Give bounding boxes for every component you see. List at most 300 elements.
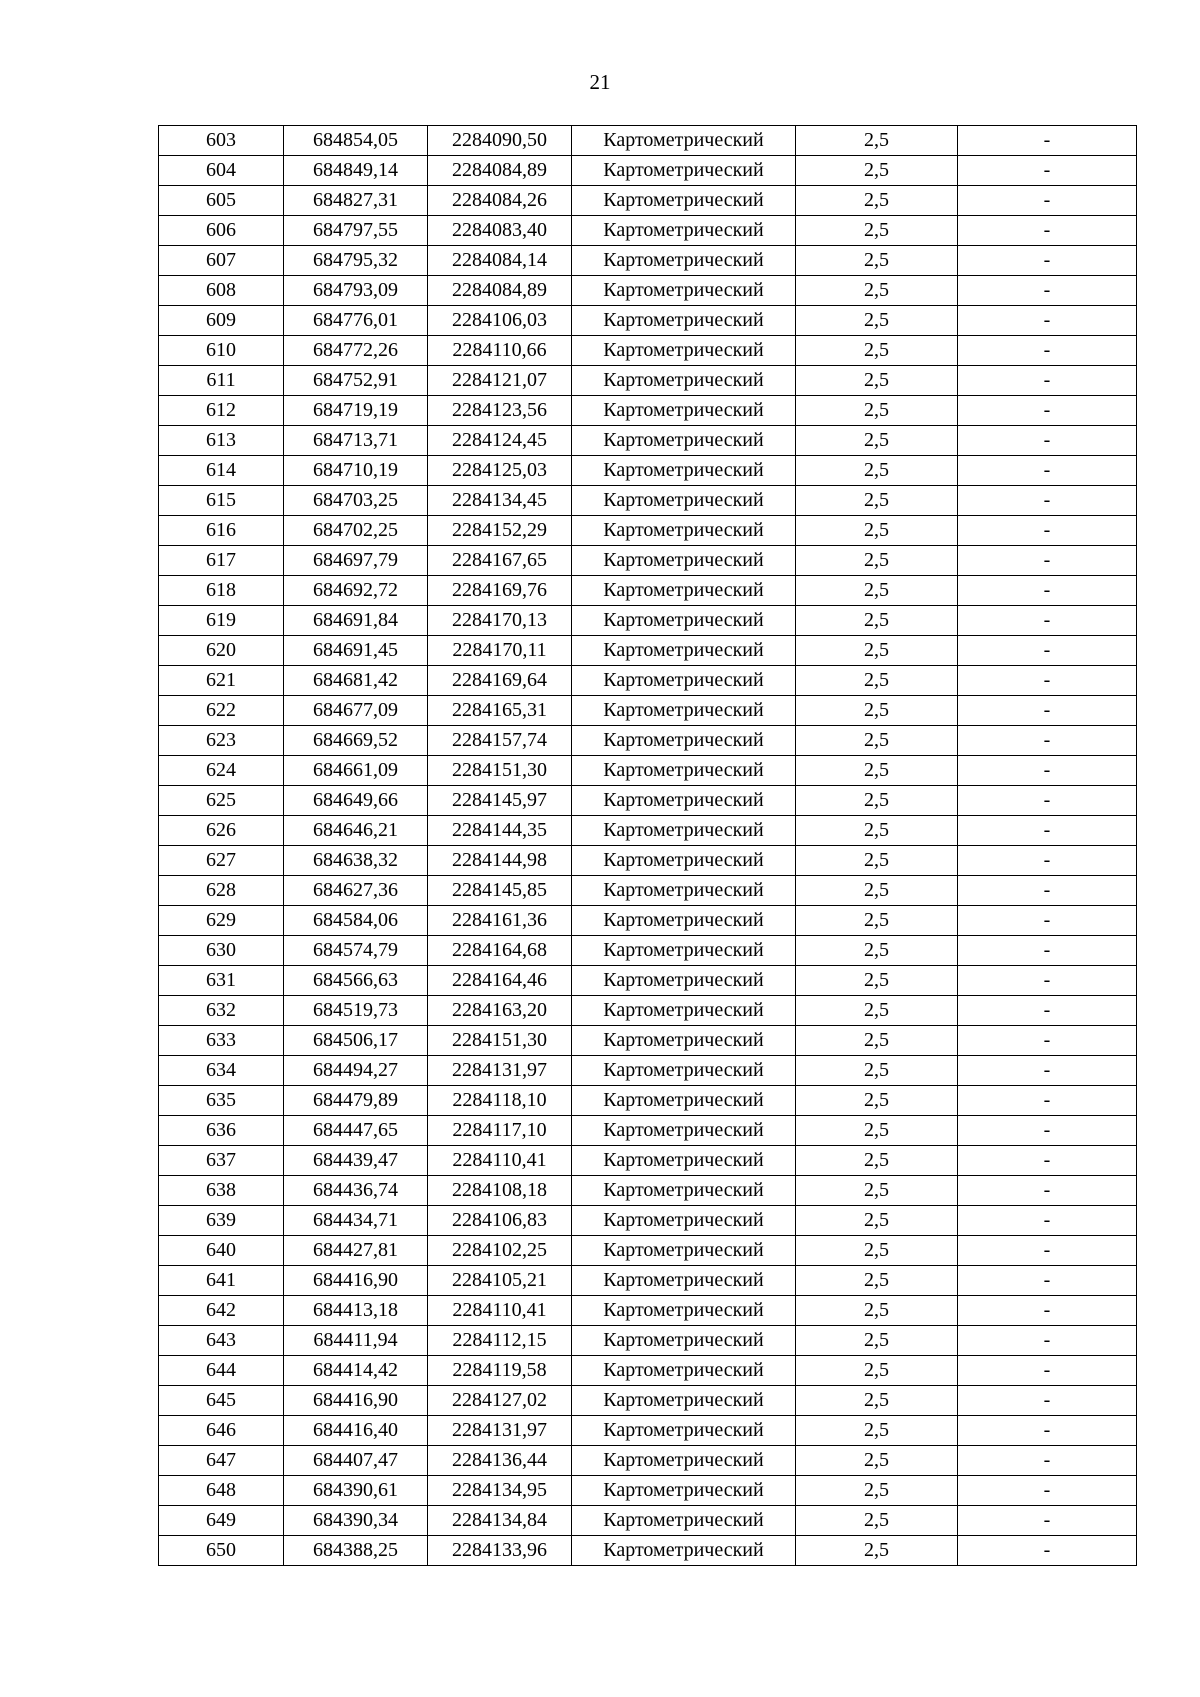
table-row bbox=[159, 1116, 1137, 1146]
method-cell: Картометрический bbox=[572, 516, 796, 546]
dash-cell: - bbox=[958, 1296, 1137, 1326]
dash-cell: - bbox=[958, 726, 1137, 756]
point-number-cell: 624 bbox=[159, 756, 284, 786]
point-number-cell: 642 bbox=[159, 1296, 284, 1326]
point-number-cell: 623 bbox=[159, 726, 284, 756]
accuracy-cell: 2,5 bbox=[796, 336, 958, 366]
y-coordinate-cell: 2284121,07 bbox=[428, 366, 572, 396]
x-coordinate-cell: 684388,25 bbox=[284, 1536, 428, 1566]
table-row bbox=[159, 1176, 1137, 1206]
accuracy-cell: 2,5 bbox=[796, 996, 958, 1026]
dash-cell: - bbox=[958, 1446, 1137, 1476]
table-row bbox=[159, 636, 1137, 666]
y-coordinate-cell: 2284165,31 bbox=[428, 696, 572, 726]
accuracy-cell: 2,5 bbox=[796, 1236, 958, 1266]
method-cell: Картометрический bbox=[572, 1236, 796, 1266]
accuracy-cell: 2,5 bbox=[796, 1416, 958, 1446]
table-row bbox=[159, 1356, 1137, 1386]
y-coordinate-cell: 2284164,68 bbox=[428, 936, 572, 966]
method-cell: Картометрический bbox=[572, 1386, 796, 1416]
point-number-cell: 649 bbox=[159, 1506, 284, 1536]
x-coordinate-cell: 684710,19 bbox=[284, 456, 428, 486]
x-coordinate-cell: 684439,47 bbox=[284, 1146, 428, 1176]
x-coordinate-cell: 684854,05 bbox=[284, 126, 428, 156]
table-row bbox=[159, 1326, 1137, 1356]
point-number-cell: 604 bbox=[159, 156, 284, 186]
dash-cell: - bbox=[958, 696, 1137, 726]
dash-cell: - bbox=[958, 456, 1137, 486]
y-coordinate-cell: 2284163,20 bbox=[428, 996, 572, 1026]
method-cell: Картометрический bbox=[572, 306, 796, 336]
point-number-cell: 619 bbox=[159, 606, 284, 636]
point-number-cell: 605 bbox=[159, 186, 284, 216]
accuracy-cell: 2,5 bbox=[796, 396, 958, 426]
x-coordinate-cell: 684669,52 bbox=[284, 726, 428, 756]
dash-cell: - bbox=[958, 996, 1137, 1026]
x-coordinate-cell: 684649,66 bbox=[284, 786, 428, 816]
table-row bbox=[159, 1296, 1137, 1326]
point-number-cell: 628 bbox=[159, 876, 284, 906]
accuracy-cell: 2,5 bbox=[796, 546, 958, 576]
method-cell: Картометрический bbox=[572, 576, 796, 606]
method-cell: Картометрический bbox=[572, 1296, 796, 1326]
accuracy-cell: 2,5 bbox=[796, 696, 958, 726]
table-row bbox=[159, 126, 1137, 156]
accuracy-cell: 2,5 bbox=[796, 276, 958, 306]
x-coordinate-cell: 684793,09 bbox=[284, 276, 428, 306]
method-cell: Картометрический bbox=[572, 906, 796, 936]
table-row bbox=[159, 756, 1137, 786]
point-number-cell: 627 bbox=[159, 846, 284, 876]
x-coordinate-cell: 684713,71 bbox=[284, 426, 428, 456]
accuracy-cell: 2,5 bbox=[796, 1326, 958, 1356]
dash-cell: - bbox=[958, 966, 1137, 996]
y-coordinate-cell: 2284117,10 bbox=[428, 1116, 572, 1146]
table-row bbox=[159, 1026, 1137, 1056]
y-coordinate-cell: 2284169,64 bbox=[428, 666, 572, 696]
y-coordinate-cell: 2284110,66 bbox=[428, 336, 572, 366]
table-row bbox=[159, 576, 1137, 606]
table-row bbox=[159, 666, 1137, 696]
x-coordinate-cell: 684506,17 bbox=[284, 1026, 428, 1056]
dash-cell: - bbox=[958, 426, 1137, 456]
table-row bbox=[159, 1476, 1137, 1506]
x-coordinate-cell: 684413,18 bbox=[284, 1296, 428, 1326]
dash-cell: - bbox=[958, 636, 1137, 666]
method-cell: Картометрический bbox=[572, 426, 796, 456]
dash-cell: - bbox=[958, 606, 1137, 636]
point-number-cell: 639 bbox=[159, 1206, 284, 1236]
method-cell: Картометрический bbox=[572, 1206, 796, 1236]
y-coordinate-cell: 2284169,76 bbox=[428, 576, 572, 606]
y-coordinate-cell: 2284151,30 bbox=[428, 1026, 572, 1056]
x-coordinate-cell: 684434,71 bbox=[284, 1206, 428, 1236]
dash-cell: - bbox=[958, 1356, 1137, 1386]
dash-cell: - bbox=[958, 1506, 1137, 1536]
dash-cell: - bbox=[958, 1056, 1137, 1086]
point-number-cell: 617 bbox=[159, 546, 284, 576]
table-row bbox=[159, 876, 1137, 906]
x-coordinate-cell: 684447,65 bbox=[284, 1116, 428, 1146]
point-number-cell: 647 bbox=[159, 1446, 284, 1476]
accuracy-cell: 2,5 bbox=[796, 1146, 958, 1176]
y-coordinate-cell: 2284110,41 bbox=[428, 1146, 572, 1176]
table-row bbox=[159, 726, 1137, 756]
method-cell: Картометрический bbox=[572, 876, 796, 906]
point-number-cell: 635 bbox=[159, 1086, 284, 1116]
point-number-cell: 641 bbox=[159, 1266, 284, 1296]
y-coordinate-cell: 2284161,36 bbox=[428, 906, 572, 936]
accuracy-cell: 2,5 bbox=[796, 816, 958, 846]
dash-cell: - bbox=[958, 276, 1137, 306]
x-coordinate-cell: 684416,40 bbox=[284, 1416, 428, 1446]
table-row bbox=[159, 426, 1137, 456]
accuracy-cell: 2,5 bbox=[796, 1026, 958, 1056]
point-number-cell: 633 bbox=[159, 1026, 284, 1056]
table-row bbox=[159, 846, 1137, 876]
y-coordinate-cell: 2284083,40 bbox=[428, 216, 572, 246]
accuracy-cell: 2,5 bbox=[796, 1506, 958, 1536]
accuracy-cell: 2,5 bbox=[796, 1446, 958, 1476]
table-row bbox=[159, 216, 1137, 246]
point-number-cell: 603 bbox=[159, 126, 284, 156]
method-cell: Картометрический bbox=[572, 186, 796, 216]
x-coordinate-cell: 684752,91 bbox=[284, 366, 428, 396]
x-coordinate-cell: 684414,42 bbox=[284, 1356, 428, 1386]
y-coordinate-cell: 2284136,44 bbox=[428, 1446, 572, 1476]
point-number-cell: 616 bbox=[159, 516, 284, 546]
point-number-cell: 621 bbox=[159, 666, 284, 696]
x-coordinate-cell: 684390,61 bbox=[284, 1476, 428, 1506]
point-number-cell: 643 bbox=[159, 1326, 284, 1356]
y-coordinate-cell: 2284124,45 bbox=[428, 426, 572, 456]
table-row bbox=[159, 246, 1137, 276]
point-number-cell: 637 bbox=[159, 1146, 284, 1176]
table-row bbox=[159, 1206, 1137, 1236]
accuracy-cell: 2,5 bbox=[796, 1206, 958, 1236]
y-coordinate-cell: 2284110,41 bbox=[428, 1296, 572, 1326]
accuracy-cell: 2,5 bbox=[796, 846, 958, 876]
y-coordinate-cell: 2284125,03 bbox=[428, 456, 572, 486]
point-number-cell: 645 bbox=[159, 1386, 284, 1416]
point-number-cell: 620 bbox=[159, 636, 284, 666]
accuracy-cell: 2,5 bbox=[796, 936, 958, 966]
y-coordinate-cell: 2284106,03 bbox=[428, 306, 572, 336]
method-cell: Картометрический bbox=[572, 1056, 796, 1086]
method-cell: Картометрический bbox=[572, 1266, 796, 1296]
table-row bbox=[159, 1386, 1137, 1416]
method-cell: Картометрический bbox=[572, 996, 796, 1026]
accuracy-cell: 2,5 bbox=[796, 1536, 958, 1566]
y-coordinate-cell: 2284167,65 bbox=[428, 546, 572, 576]
y-coordinate-cell: 2284131,97 bbox=[428, 1416, 572, 1446]
method-cell: Картометрический bbox=[572, 816, 796, 846]
y-coordinate-cell: 2284102,25 bbox=[428, 1236, 572, 1266]
method-cell: Картометрический bbox=[572, 1026, 796, 1056]
point-number-cell: 610 bbox=[159, 336, 284, 366]
dash-cell: - bbox=[958, 546, 1137, 576]
dash-cell: - bbox=[958, 846, 1137, 876]
dash-cell: - bbox=[958, 1266, 1137, 1296]
point-number-cell: 614 bbox=[159, 456, 284, 486]
x-coordinate-cell: 684681,42 bbox=[284, 666, 428, 696]
table-row bbox=[159, 186, 1137, 216]
point-number-cell: 648 bbox=[159, 1476, 284, 1506]
method-cell: Картометрический bbox=[572, 396, 796, 426]
accuracy-cell: 2,5 bbox=[796, 666, 958, 696]
dash-cell: - bbox=[958, 516, 1137, 546]
accuracy-cell: 2,5 bbox=[796, 1476, 958, 1506]
method-cell: Картометрический bbox=[572, 276, 796, 306]
method-cell: Картометрический bbox=[572, 336, 796, 366]
table-body bbox=[159, 126, 1137, 1566]
table-row bbox=[159, 516, 1137, 546]
y-coordinate-cell: 2284106,83 bbox=[428, 1206, 572, 1236]
y-coordinate-cell: 2284170,11 bbox=[428, 636, 572, 666]
x-coordinate-cell: 684479,89 bbox=[284, 1086, 428, 1116]
point-number-cell: 636 bbox=[159, 1116, 284, 1146]
table-row bbox=[159, 1446, 1137, 1476]
table-row bbox=[159, 606, 1137, 636]
page-number: 21 bbox=[589, 70, 611, 94]
y-coordinate-cell: 2284105,21 bbox=[428, 1266, 572, 1296]
point-number-cell: 612 bbox=[159, 396, 284, 426]
x-coordinate-cell: 684627,36 bbox=[284, 876, 428, 906]
method-cell: Картометрический bbox=[572, 486, 796, 516]
method-cell: Картометрический bbox=[572, 1416, 796, 1446]
y-coordinate-cell: 2284108,18 bbox=[428, 1176, 572, 1206]
method-cell: Картометрический bbox=[572, 1446, 796, 1476]
dash-cell: - bbox=[958, 1386, 1137, 1416]
y-coordinate-cell: 2284131,97 bbox=[428, 1056, 572, 1086]
x-coordinate-cell: 684574,79 bbox=[284, 936, 428, 966]
y-coordinate-cell: 2284145,85 bbox=[428, 876, 572, 906]
point-number-cell: 607 bbox=[159, 246, 284, 276]
dash-cell: - bbox=[958, 246, 1137, 276]
method-cell: Картометрический bbox=[572, 936, 796, 966]
method-cell: Картометрический bbox=[572, 126, 796, 156]
y-coordinate-cell: 2284144,98 bbox=[428, 846, 572, 876]
y-coordinate-cell: 2284145,97 bbox=[428, 786, 572, 816]
dash-cell: - bbox=[958, 1176, 1137, 1206]
dash-cell: - bbox=[958, 126, 1137, 156]
dash-cell: - bbox=[958, 216, 1137, 246]
x-coordinate-cell: 684427,81 bbox=[284, 1236, 428, 1266]
y-coordinate-cell: 2284084,89 bbox=[428, 156, 572, 186]
x-coordinate-cell: 684692,72 bbox=[284, 576, 428, 606]
table-row bbox=[159, 336, 1137, 366]
y-coordinate-cell: 2284084,14 bbox=[428, 246, 572, 276]
accuracy-cell: 2,5 bbox=[796, 1176, 958, 1206]
dash-cell: - bbox=[958, 1416, 1137, 1446]
x-coordinate-cell: 684795,32 bbox=[284, 246, 428, 276]
table-row bbox=[159, 966, 1137, 996]
y-coordinate-cell: 2284134,45 bbox=[428, 486, 572, 516]
table-row bbox=[159, 786, 1137, 816]
accuracy-cell: 2,5 bbox=[796, 486, 958, 516]
x-coordinate-cell: 684390,34 bbox=[284, 1506, 428, 1536]
y-coordinate-cell: 2284127,02 bbox=[428, 1386, 572, 1416]
table-row bbox=[159, 1236, 1137, 1266]
method-cell: Картометрический bbox=[572, 636, 796, 666]
x-coordinate-cell: 684519,73 bbox=[284, 996, 428, 1026]
table-row bbox=[159, 816, 1137, 846]
method-cell: Картометрический bbox=[572, 696, 796, 726]
method-cell: Картометрический bbox=[572, 366, 796, 396]
accuracy-cell: 2,5 bbox=[796, 186, 958, 216]
x-coordinate-cell: 684407,47 bbox=[284, 1446, 428, 1476]
table-row bbox=[159, 306, 1137, 336]
accuracy-cell: 2,5 bbox=[796, 516, 958, 546]
point-number-cell: 613 bbox=[159, 426, 284, 456]
x-coordinate-cell: 684772,26 bbox=[284, 336, 428, 366]
method-cell: Картометрический bbox=[572, 1326, 796, 1356]
x-coordinate-cell: 684416,90 bbox=[284, 1386, 428, 1416]
table-row bbox=[159, 1086, 1137, 1116]
table-row bbox=[159, 366, 1137, 396]
accuracy-cell: 2,5 bbox=[796, 126, 958, 156]
dash-cell: - bbox=[958, 756, 1137, 786]
dash-cell: - bbox=[958, 906, 1137, 936]
y-coordinate-cell: 2284084,26 bbox=[428, 186, 572, 216]
y-coordinate-cell: 2284164,46 bbox=[428, 966, 572, 996]
accuracy-cell: 2,5 bbox=[796, 1296, 958, 1326]
point-number-cell: 606 bbox=[159, 216, 284, 246]
point-number-cell: 640 bbox=[159, 1236, 284, 1266]
y-coordinate-cell: 2284118,10 bbox=[428, 1086, 572, 1116]
accuracy-cell: 2,5 bbox=[796, 306, 958, 336]
x-coordinate-cell: 684436,74 bbox=[284, 1176, 428, 1206]
method-cell: Картометрический bbox=[572, 846, 796, 876]
y-coordinate-cell: 2284134,95 bbox=[428, 1476, 572, 1506]
point-number-cell: 638 bbox=[159, 1176, 284, 1206]
dash-cell: - bbox=[958, 186, 1137, 216]
dash-cell: - bbox=[958, 1146, 1137, 1176]
dash-cell: - bbox=[958, 1116, 1137, 1146]
point-number-cell: 609 bbox=[159, 306, 284, 336]
coordinates-table bbox=[158, 125, 1137, 1566]
accuracy-cell: 2,5 bbox=[796, 1386, 958, 1416]
point-number-cell: 646 bbox=[159, 1416, 284, 1446]
table-row bbox=[159, 996, 1137, 1026]
accuracy-cell: 2,5 bbox=[796, 1056, 958, 1086]
x-coordinate-cell: 684411,94 bbox=[284, 1326, 428, 1356]
dash-cell: - bbox=[958, 336, 1137, 366]
table-row bbox=[159, 1056, 1137, 1086]
x-coordinate-cell: 684797,55 bbox=[284, 216, 428, 246]
table-row bbox=[159, 396, 1137, 426]
x-coordinate-cell: 684697,79 bbox=[284, 546, 428, 576]
dash-cell: - bbox=[958, 576, 1137, 606]
method-cell: Картометрический bbox=[572, 1506, 796, 1536]
point-number-cell: 650 bbox=[159, 1536, 284, 1566]
dash-cell: - bbox=[958, 1206, 1137, 1236]
table-row bbox=[159, 546, 1137, 576]
x-coordinate-cell: 684702,25 bbox=[284, 516, 428, 546]
accuracy-cell: 2,5 bbox=[796, 786, 958, 816]
y-coordinate-cell: 2284084,89 bbox=[428, 276, 572, 306]
x-coordinate-cell: 684494,27 bbox=[284, 1056, 428, 1086]
dash-cell: - bbox=[958, 876, 1137, 906]
x-coordinate-cell: 684677,09 bbox=[284, 696, 428, 726]
dash-cell: - bbox=[958, 366, 1137, 396]
accuracy-cell: 2,5 bbox=[796, 1116, 958, 1146]
point-number-cell: 618 bbox=[159, 576, 284, 606]
dash-cell: - bbox=[958, 306, 1137, 336]
table-row bbox=[159, 936, 1137, 966]
accuracy-cell: 2,5 bbox=[796, 246, 958, 276]
method-cell: Картометрический bbox=[572, 966, 796, 996]
accuracy-cell: 2,5 bbox=[796, 966, 958, 996]
dash-cell: - bbox=[958, 156, 1137, 186]
dash-cell: - bbox=[958, 786, 1137, 816]
table-row bbox=[159, 1536, 1137, 1566]
y-coordinate-cell: 2284119,58 bbox=[428, 1356, 572, 1386]
table-row bbox=[159, 1416, 1137, 1446]
dash-cell: - bbox=[958, 486, 1137, 516]
table-row bbox=[159, 156, 1137, 186]
dash-cell: - bbox=[958, 666, 1137, 696]
method-cell: Картометрический bbox=[572, 786, 796, 816]
x-coordinate-cell: 684661,09 bbox=[284, 756, 428, 786]
y-coordinate-cell: 2284123,56 bbox=[428, 396, 572, 426]
method-cell: Картометрический bbox=[572, 546, 796, 576]
method-cell: Картометрический bbox=[572, 1146, 796, 1176]
y-coordinate-cell: 2284152,29 bbox=[428, 516, 572, 546]
x-coordinate-cell: 684566,63 bbox=[284, 966, 428, 996]
x-coordinate-cell: 684703,25 bbox=[284, 486, 428, 516]
x-coordinate-cell: 684646,21 bbox=[284, 816, 428, 846]
accuracy-cell: 2,5 bbox=[796, 726, 958, 756]
table-row bbox=[159, 1266, 1137, 1296]
accuracy-cell: 2,5 bbox=[796, 1356, 958, 1386]
dash-cell: - bbox=[958, 396, 1137, 426]
dash-cell: - bbox=[958, 816, 1137, 846]
point-number-cell: 634 bbox=[159, 1056, 284, 1086]
accuracy-cell: 2,5 bbox=[796, 576, 958, 606]
accuracy-cell: 2,5 bbox=[796, 756, 958, 786]
dash-cell: - bbox=[958, 1536, 1137, 1566]
x-coordinate-cell: 684638,32 bbox=[284, 846, 428, 876]
method-cell: Картометрический bbox=[572, 156, 796, 186]
table-row bbox=[159, 276, 1137, 306]
method-cell: Картометрический bbox=[572, 606, 796, 636]
y-coordinate-cell: 2284112,15 bbox=[428, 1326, 572, 1356]
point-number-cell: 611 bbox=[159, 366, 284, 396]
x-coordinate-cell: 684416,90 bbox=[284, 1266, 428, 1296]
method-cell: Картометрический bbox=[572, 1176, 796, 1206]
accuracy-cell: 2,5 bbox=[796, 636, 958, 666]
point-number-cell: 644 bbox=[159, 1356, 284, 1386]
y-coordinate-cell: 2284144,35 bbox=[428, 816, 572, 846]
method-cell: Картометрический bbox=[572, 456, 796, 486]
point-number-cell: 629 bbox=[159, 906, 284, 936]
y-coordinate-cell: 2284170,13 bbox=[428, 606, 572, 636]
accuracy-cell: 2,5 bbox=[796, 906, 958, 936]
method-cell: Картометрический bbox=[572, 726, 796, 756]
method-cell: Картометрический bbox=[572, 1536, 796, 1566]
x-coordinate-cell: 684584,06 bbox=[284, 906, 428, 936]
accuracy-cell: 2,5 bbox=[796, 426, 958, 456]
point-number-cell: 615 bbox=[159, 486, 284, 516]
accuracy-cell: 2,5 bbox=[796, 1266, 958, 1296]
y-coordinate-cell: 2284134,84 bbox=[428, 1506, 572, 1536]
point-number-cell: 625 bbox=[159, 786, 284, 816]
accuracy-cell: 2,5 bbox=[796, 876, 958, 906]
method-cell: Картометрический bbox=[572, 1086, 796, 1116]
accuracy-cell: 2,5 bbox=[796, 156, 958, 186]
point-number-cell: 632 bbox=[159, 996, 284, 1026]
